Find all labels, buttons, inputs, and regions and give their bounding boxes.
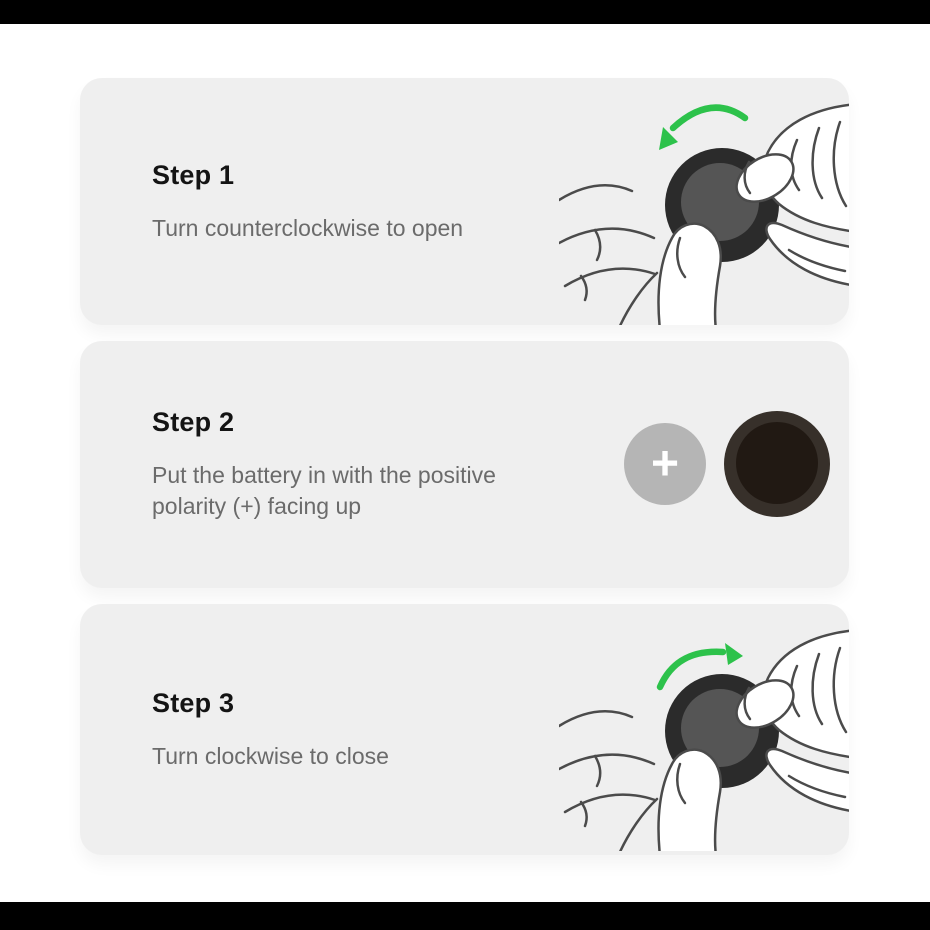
step-3-description: Turn clockwise to close (152, 742, 389, 769)
step-2-description: Put the battery in with the positive polarity (+) facing up (152, 462, 496, 519)
left-thumb (659, 224, 721, 325)
step-3-card (80, 604, 849, 855)
battery-and-compartment-drawing (559, 341, 849, 588)
counterclockwise-arrow-icon (659, 108, 745, 150)
step-2-card (80, 341, 849, 588)
step-1-title: Step 1 (152, 159, 235, 190)
left-hand-line-art (559, 185, 657, 325)
plus-icon: + (650, 437, 680, 491)
step-2-illustration (559, 341, 849, 588)
hands-turning-cover-cw-drawing (559, 604, 849, 851)
battery-compartment (724, 411, 830, 517)
step-1-card (80, 78, 849, 325)
step-1-illustration (559, 78, 849, 325)
step-3-illustration (559, 604, 849, 851)
hands-and-cover-reuse (559, 630, 849, 851)
step-2-title: Step 2 (152, 407, 235, 437)
hands-turning-cover-ccw-drawing (559, 78, 849, 325)
step-3-title: Step 3 (152, 687, 235, 718)
letterbox-top-bar (0, 0, 930, 24)
letterbox-bottom-bar (0, 902, 930, 930)
step-1-description: Turn counterclockwise to open (152, 214, 464, 241)
right-hand (728, 104, 849, 286)
coin-battery (624, 423, 706, 505)
